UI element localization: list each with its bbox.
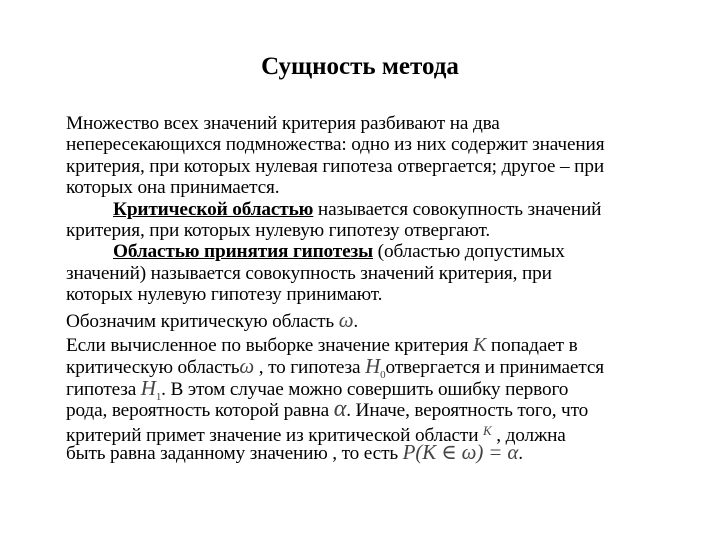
- term-critical-region: Критической областью: [113, 198, 314, 220]
- paragraph-line: непересекающихся подмножества: одно из них содержит значения: [66, 134, 605, 156]
- h-letter: H: [365, 354, 381, 379]
- text-span: критическую область: [66, 357, 240, 379]
- k-symbol: K: [473, 333, 487, 356]
- text-span: отвергается и принимается: [385, 357, 604, 379]
- omega-symbol: ω: [239, 354, 255, 379]
- paragraph-line: [66, 335, 706, 356]
- text-span: попадает в: [486, 334, 578, 356]
- text-span: . Иначе, вероятность того, что: [346, 400, 589, 422]
- paragraph-line: критерия, при которых нулевую гипотезу отвергают.: [66, 219, 491, 241]
- definition-acceptance-region: [66, 241, 706, 262]
- h0-subscript: 0: [380, 369, 386, 382]
- notation-line: [66, 307, 706, 332]
- paragraph-line: [66, 396, 706, 423]
- h0-symbol: [365, 354, 386, 382]
- slide-body: [66, 113, 706, 463]
- slide-title: Сущность метода: [261, 53, 459, 80]
- notation-text: Обозначим критическую область: [66, 310, 339, 332]
- omega-symbol: ω: [338, 307, 354, 332]
- text-span: критерий примет значение из критической области: [66, 425, 484, 447]
- term-acceptance-region: Областью принятия гипотезы: [113, 241, 374, 263]
- definition-text: называется совокупность значений: [313, 198, 602, 220]
- text-span: Если вычисленное по выборке значение критерия: [66, 334, 474, 356]
- paragraph-line: [66, 439, 706, 464]
- definition-text: (областью допустимых: [373, 241, 565, 263]
- text-span: гипотеза: [66, 378, 141, 400]
- punctuation: .: [353, 310, 359, 332]
- text-span: . В этом случае можно совершить ошибку первого: [161, 378, 569, 400]
- paragraph-line: значений) называется совокупность значений критерия, при: [66, 262, 552, 284]
- text-span: .: [518, 442, 523, 464]
- paragraph-line: Множество всех значений критерия разбивают на два: [66, 113, 500, 134]
- h1-symbol: [140, 375, 162, 403]
- paragraph-line: которых она принимается.: [66, 177, 280, 199]
- alpha-symbol: α: [333, 396, 347, 423]
- text-span: быть равна заданному значению , то есть: [66, 442, 403, 464]
- paragraph-line: критерия, при которых нулевая гипотеза отвергается; другое – при: [66, 155, 605, 177]
- paragraph-line: [66, 354, 706, 382]
- probability-formula: P(K ∈ ω) = α: [402, 439, 519, 464]
- paragraph-line: которых нулевую гипотезу принимают.: [66, 284, 383, 306]
- text-span: рода, вероятность которой равна: [66, 400, 334, 422]
- definition-critical-region: [66, 199, 706, 220]
- k-symbol: K: [483, 423, 492, 439]
- text-span: , то гипотеза: [254, 357, 366, 379]
- paragraph-line: [66, 375, 706, 403]
- h1-subscript: 1: [155, 390, 162, 403]
- paragraph-line: [66, 420, 706, 447]
- h-letter: H: [140, 375, 156, 400]
- text-span: , должна: [491, 425, 566, 447]
